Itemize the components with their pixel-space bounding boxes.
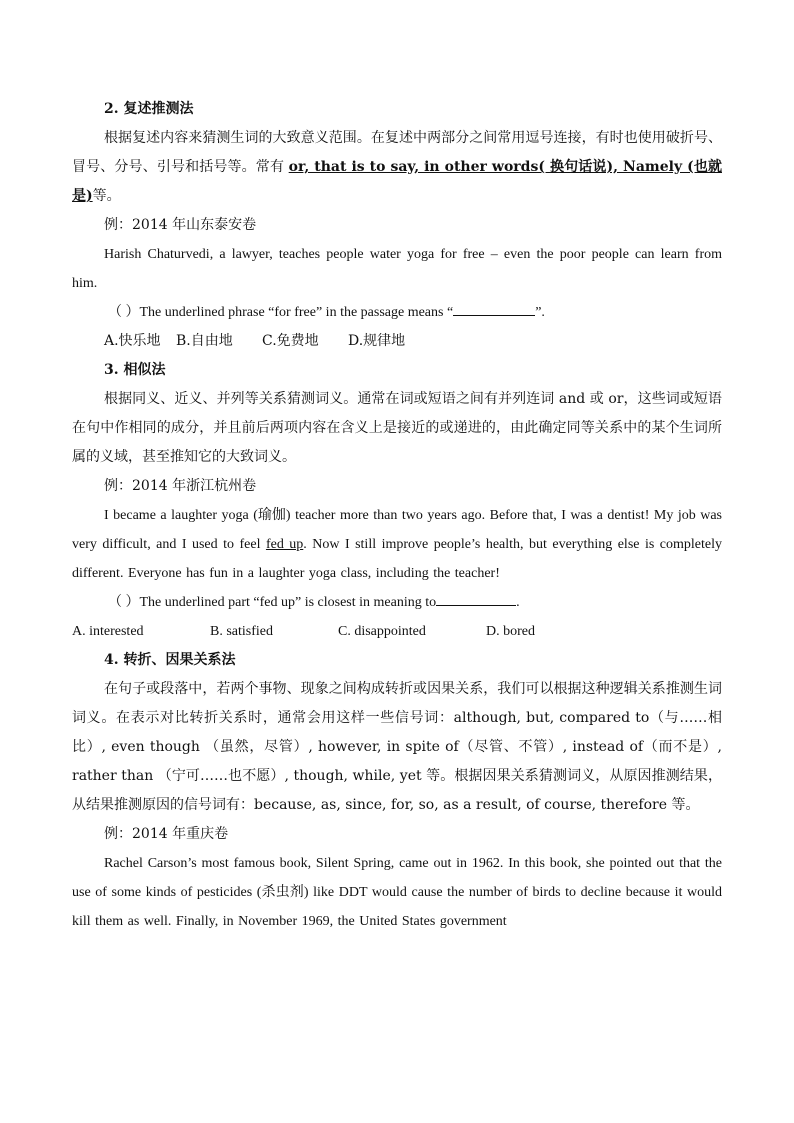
section-3-passage-text: I became a laughter yoga (瑜伽) teacher more than two years ago. Before that, I was a dentist! My job was very difficult, and I used to feel: [72, 508, 722, 552]
section-2-body-tail: 等。: [92, 188, 121, 204]
section-2-body-text: 根据复述内容来猜测生词的大致意义范围。在复述中两部分之间常用逗号连接，有时也使用破折号、冒号、分号、引号和括号等。常有: [72, 130, 722, 175]
section-2-key-phrase: or, that is to say, in other words( 换句话说), Namely (也就是): [72, 159, 722, 204]
option-a: A. interested: [72, 624, 144, 639]
option-d: D. bored: [486, 624, 535, 639]
underlined-phrase: fed up: [265, 537, 304, 552]
section-4-body: 在句子或段落中，若两个事物、现象之间构成转折或因果关系，我们可以根据这种逻辑关系推测生词词义。在表示对比转折关系时，通常会用这样一些信号词：although, but, compared to（与……相比）, even though （虽然，尽管）, however, in spite of（尽管、不管）, instead of（而不是）, rather than （宁可……也不愿）, though, while, yet 等。根据因果关系猜测词义，从原因推测结果，从结果推测原因的信号词有：because, as, since, for, so, as a result, of course, therefore 等。: [72, 681, 722, 813]
option-d: D.规律地: [348, 333, 406, 349]
section-3-example-label: 例：2014 年浙江杭州卷: [104, 478, 257, 494]
option-c: C. disappointed: [338, 624, 426, 639]
section-2-question-text: （ ）The underlined phrase “for free” in the passage means “: [108, 305, 454, 320]
option-a: A.快乐地: [104, 333, 161, 349]
option-b: B.自由地: [176, 333, 233, 349]
section-2-body: [72, 124, 722, 211]
document-page: [72, 95, 722, 936]
answer-blank: [453, 299, 535, 316]
section-3-question-text: （ ）The underlined part “fed up” is closest in meaning to: [108, 595, 437, 610]
section-2-heading: 2. 复述推测法: [104, 101, 194, 117]
section-2-example-label: 例：2014 年山东泰安卷: [104, 217, 257, 233]
option-c: C.免费地: [262, 333, 319, 349]
section-3-options: [72, 617, 722, 646]
answer-blank: [436, 589, 516, 606]
section-3-body: 根据同义、近义、并列等关系猜测词义。通常在词或短语之间有并列连词 and 或 or，这些词或短语在句中作相同的成分，并且前后两项内容在含义上是接近的或递进的，由此确定同等关系中的某个生词所属的义域，甚至推知它的大致词义。: [72, 391, 722, 465]
section-4-heading: 4. 转折、因果关系法: [104, 652, 236, 668]
section-2-question-end: ”.: [535, 305, 545, 320]
section-3-passage: [72, 501, 722, 588]
section-3-question-end: .: [516, 595, 520, 610]
section-4-example-label: 例：2014 年重庆卷: [104, 826, 229, 842]
section-4-passage: Rachel Carson’s most famous book, Silent Spring, came out in 1962. In this book, she pointed out that the use of some kinds of pesticides (杀虫剂) like DDT would cause the number of birds to decline because it would kill them as well. Finally, in November 1969, the United States government: [72, 856, 722, 929]
section-3-question: [72, 588, 722, 617]
section-3-heading: 3. 相似法: [104, 362, 166, 378]
section-3-passage-tail: . Now I still improve people’s health, but everything else is completely different. Everyone has fun in a laughter yoga class, including the teacher!: [72, 537, 722, 581]
option-b: B. satisfied: [210, 624, 273, 639]
section-2-options: [72, 327, 722, 356]
section-2-question: [72, 298, 722, 327]
section-2-passage: Harish Chaturvedi, a lawyer, teaches people water yoga for free – even the poor people can learn from him.: [72, 247, 722, 291]
